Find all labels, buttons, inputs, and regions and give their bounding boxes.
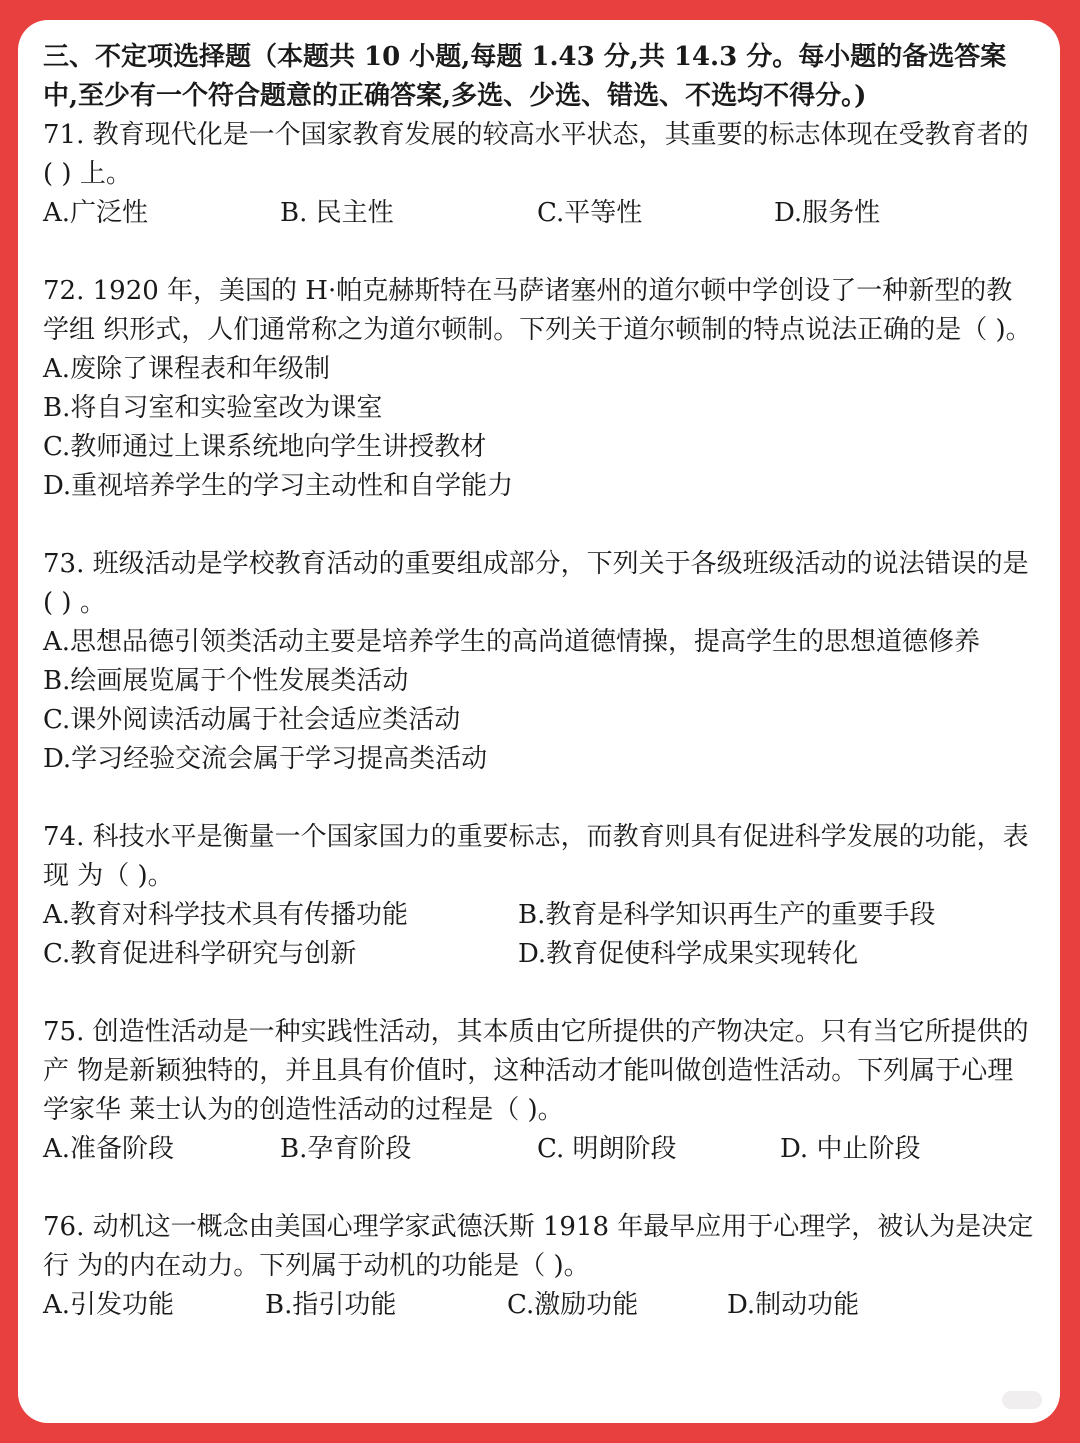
option-c: C.教育促进科学研究与创新 xyxy=(43,939,357,969)
section-heading: 三、不定项选择题（本题共 10 小题,每题 1.43 分,共 14.3 分。每小题的备选答案中,至少有一个符合题意的正确答案,多选、少选、错选、不选均不得分。) xyxy=(43,42,1007,111)
watermark-badge xyxy=(1002,1391,1042,1409)
option-c: C.课外阅读活动属于社会适应类活动 xyxy=(43,705,461,735)
option-a: A.准备阶段 xyxy=(43,1134,175,1164)
question-73 xyxy=(43,545,1038,779)
option-b: B.教育是科学知识再生产的重要手段 xyxy=(518,900,936,930)
question-72 xyxy=(43,272,1038,506)
option-b: B.将自习室和实验室改为课室 xyxy=(43,393,383,423)
question-text: 75. 创造性活动是一种实践性活动，其本质由它所提供的产物决定。只有当它所提供的产 物是新颖独特的，并且具有价值时，这种活动才能叫做创造性活动。下列属于心理学家华 莱士认为的创造性活动的过程是（ )。 xyxy=(43,1017,1029,1125)
options-row xyxy=(43,896,1038,935)
option-c: C.平等性 xyxy=(537,198,643,228)
question-text: 76. 动机这一概念由美国心理学家武德沃斯 1918 年最早应用于心理学，被认为是决定行 为的内在动力。下列属于动机的功能是（ )。 xyxy=(43,1212,1034,1281)
options-row xyxy=(43,1286,1038,1325)
options-row xyxy=(43,935,1038,974)
question-74 xyxy=(43,818,1038,974)
options-row xyxy=(43,1130,1038,1169)
option-c: C. 明朗阶段 xyxy=(537,1134,677,1164)
spacer xyxy=(43,974,1038,1013)
exam-content xyxy=(43,38,1038,1325)
option-d: D.学习经验交流会属于学习提高类活动 xyxy=(43,744,488,774)
option-c: C.激励功能 xyxy=(507,1290,639,1320)
question-text: 73. 班级活动是学校教育活动的重要组成部分，下列关于各级班级活动的说法错误的是 ( ) 。 xyxy=(43,549,1029,618)
question-75 xyxy=(43,1013,1038,1169)
spacer xyxy=(43,779,1038,818)
option-a: A.广泛性 xyxy=(43,198,149,228)
question-text: 74. 科技水平是衡量一个国家国力的重要标志，而教育则具有促进科学发展的功能，表现 为（ )。 xyxy=(43,822,1029,891)
option-b: B.孕育阶段 xyxy=(280,1134,412,1164)
option-a: A.废除了课程表和年级制 xyxy=(43,354,331,384)
option-b: B.指引功能 xyxy=(265,1290,397,1320)
spacer xyxy=(43,1169,1038,1208)
spacer xyxy=(43,233,1038,272)
option-b: B.绘画展览属于个性发展类活动 xyxy=(43,666,409,696)
question-text: 71. 教育现代化是一个国家教育发展的较高水平状态，其重要的标志体现在受教育者的 ( ) 上。 xyxy=(43,120,1029,189)
option-d: D.服务性 xyxy=(774,198,881,228)
spacer xyxy=(43,506,1038,545)
option-d: D.重视培养学生的学习主动性和自学能力 xyxy=(43,471,514,501)
options-row xyxy=(43,194,1038,233)
option-b: B. 民主性 xyxy=(280,198,394,228)
option-a: A.教育对科学技术具有传播功能 xyxy=(43,900,409,930)
question-76 xyxy=(43,1208,1038,1325)
option-d: D. 中止阶段 xyxy=(780,1134,921,1164)
option-d: D.教育促使科学成果实现转化 xyxy=(518,939,859,969)
option-a: A.思想品德引领类活动主要是培养学生的高尚道德情操，提高学生的思想道德修养 xyxy=(43,627,981,657)
question-text: 72. 1920 年，美国的 H·帕克赫斯特在马萨诸塞州的道尔顿中学创设了一种新型的教学组 织形式，人们通常称之为道尔顿制。下列关于道尔顿制的特点说法正确的是（ )。 xyxy=(43,276,1032,345)
option-a: A.引发功能 xyxy=(43,1290,175,1320)
exam-page xyxy=(18,20,1060,1423)
option-d: D.制动功能 xyxy=(727,1290,860,1320)
question-71 xyxy=(43,116,1038,233)
option-c: C.教师通过上课系统地向学生讲授教材 xyxy=(43,432,487,462)
